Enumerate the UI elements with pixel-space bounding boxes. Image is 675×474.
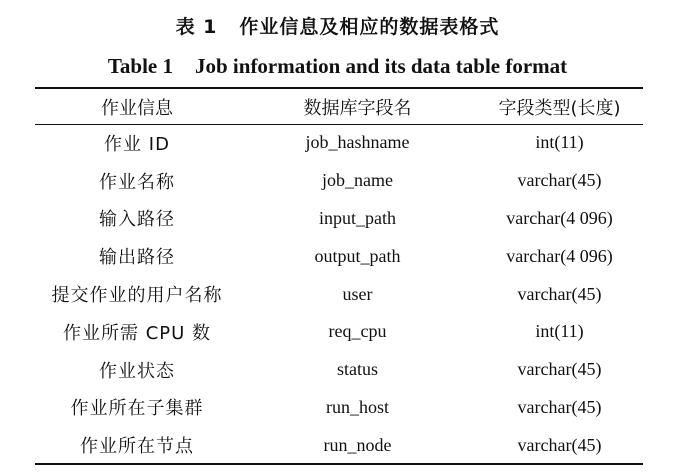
cell-field-type: varchar(4 096)	[506, 245, 613, 266]
table-row	[35, 426, 643, 464]
cell-field-type: varchar(45)	[517, 359, 602, 380]
cell-field-type: varchar(45)	[517, 170, 602, 191]
cell-job-info: 提交作业的用户名称	[51, 285, 223, 307]
cell-job-info: 作业所需 CPU 数	[62, 322, 212, 344]
cell-job-info: 作业 ID	[104, 133, 170, 155]
table-row	[35, 275, 643, 313]
header-field-type: 字段类型(长度)	[498, 97, 621, 119]
caption-number-en: Table 1	[107, 54, 173, 78]
job-format-table	[35, 89, 643, 464]
cell-field-type: varchar(4 096)	[506, 207, 613, 228]
table-row	[35, 162, 643, 200]
table-caption-chinese	[0, 14, 675, 40]
cell-job-info: 作业名称	[99, 171, 175, 193]
table-row	[35, 313, 643, 351]
table-row	[35, 237, 643, 275]
cell-db-field: user	[342, 283, 373, 304]
header-db-field: 数据库字段名	[303, 97, 412, 119]
cell-db-field: job_hashname	[305, 132, 410, 153]
table-row	[35, 200, 643, 238]
caption-number-zh: 表 1	[175, 16, 218, 38]
cell-job-info: 输入路径	[99, 209, 175, 231]
cell-field-type: int(11)	[535, 132, 584, 153]
cell-db-field: run_host	[326, 396, 389, 417]
table-row	[35, 124, 643, 162]
cell-job-info: 作业状态	[99, 360, 175, 382]
cell-field-type: varchar(45)	[517, 434, 602, 455]
cell-db-field: status	[336, 359, 378, 380]
caption-title-en: Job information and its data table format	[195, 54, 568, 78]
cell-field-type: varchar(45)	[517, 283, 602, 304]
cell-db-field: run_node	[323, 434, 392, 455]
cell-job-info: 作业所在节点	[80, 436, 194, 458]
table-row	[35, 389, 643, 427]
cell-db-field: input_path	[319, 207, 396, 228]
table-caption-english	[0, 52, 675, 80]
cell-job-info: 作业所在子集群	[70, 398, 204, 420]
cell-db-field: job_name	[322, 170, 393, 191]
header-job-info: 作业信息	[101, 97, 173, 119]
table-header-row	[35, 89, 643, 124]
table-row	[35, 351, 643, 389]
cell-field-type: int(11)	[535, 321, 584, 342]
cell-job-info: 输出路径	[99, 247, 175, 269]
cell-db-field: req_cpu	[328, 321, 387, 342]
cell-field-type: varchar(45)	[517, 396, 602, 417]
cell-db-field: output_path	[314, 245, 401, 266]
caption-title-zh: 作业信息及相应的数据表格式	[239, 16, 500, 38]
